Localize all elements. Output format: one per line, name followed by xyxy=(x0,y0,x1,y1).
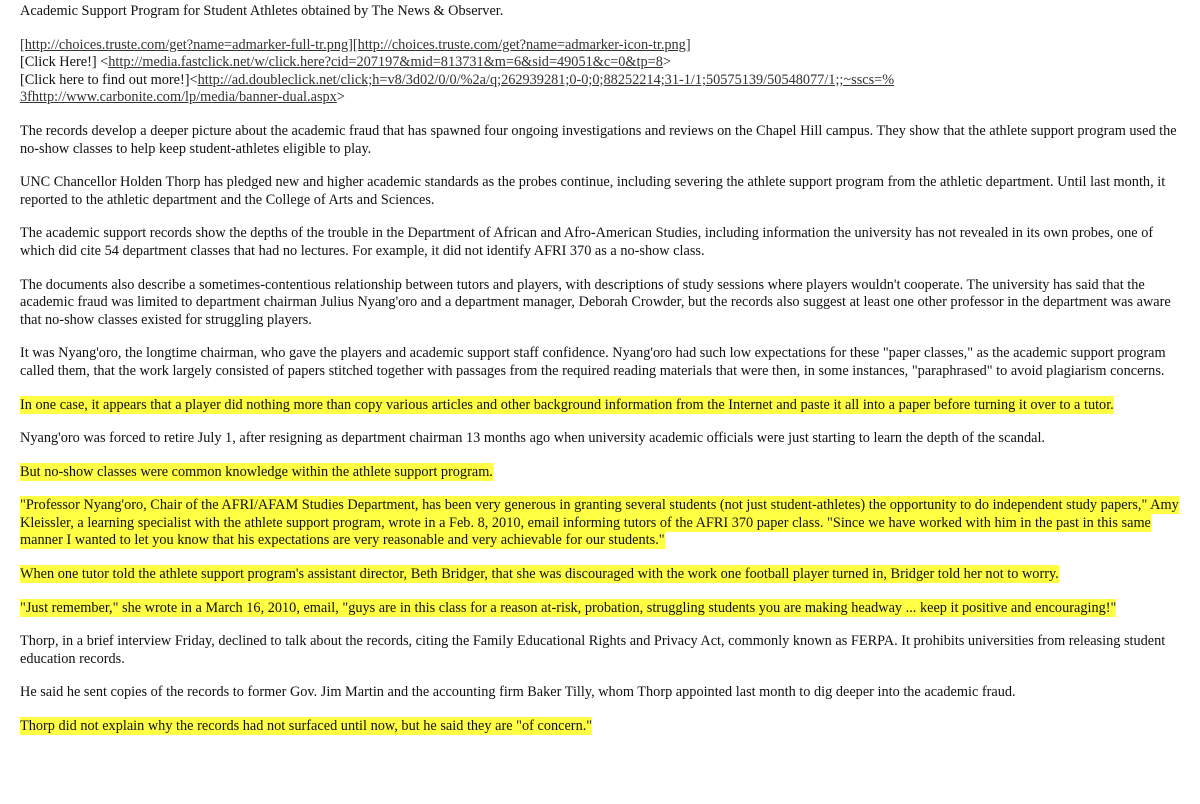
article-paragraph xyxy=(20,600,1180,618)
highlighted-text: "Professor Nyang'oro, Chair of the AFRI/AFAM Studies Department, has been very generous in granting several students (not just student-athletes) the opportunity to do independent study papers," Amy Kleissler, a learning specialist with the athlete support program, wrote in a Feb. 8, 2010, email informing tutors of the AFRI 370 paper class. "Since we have worked with him in the past in this same manner I wanted to let you know that his expectations are very reasonable and very achievable for our students." xyxy=(20,497,1179,549)
click-here-line xyxy=(20,54,1180,72)
highlighted-text: When one tutor told the athlete support program's assistant director, Beth Bridger, that she was discouraged with the work one football player turned in, Bridger told her not to worry. xyxy=(20,566,1059,583)
article-paragraph xyxy=(20,225,1180,260)
fastclick-link[interactable]: http://media.fastclick.net/w/click.here?cid=207197&mid=813731&m=6&sid=49051&c=0&tp=8 xyxy=(108,54,663,71)
paragraph-text: He said he sent copies of the records to former Gov. Jim Martin and the accounting firm Baker Tilly, whom Thorp appointed last month to dig deeper into the academic fraud. xyxy=(20,684,1016,701)
truste-full-link[interactable]: [http://choices.truste.com/get?name=admarker-full-tr.png] xyxy=(20,36,353,53)
ad-image-links xyxy=(20,37,1180,55)
find-out-line-continued xyxy=(20,89,1180,107)
article-paragraph xyxy=(20,566,1180,584)
article-paragraph xyxy=(20,684,1180,702)
close-bracket: > xyxy=(336,89,345,106)
carbonite-link[interactable]: 3fhttp://www.carbonite.com/lp/media/banner-dual.aspx xyxy=(20,89,337,106)
highlighted-text: In one case, it appears that a player did nothing more than copy various articles and other background information from the Internet and paste it all into a paper before turning it over to a tutor. xyxy=(20,396,1114,413)
paragraph-text: The documents also describe a sometimes-contentious relationship between tutors and players, with descriptions of study sessions where players wouldn't cooperate. The university has said that the academic fraud was limited to department chairman Julius Nyang'oro and a department manager, Deborah Crowder, but the records also suggest at least one other professor in the department was aware that no-show classes existed for struggling players. xyxy=(20,276,1171,328)
article-paragraph xyxy=(20,497,1180,550)
article-paragraph xyxy=(20,633,1180,668)
article-paragraph xyxy=(20,123,1180,158)
paragraph-text: UNC Chancellor Holden Thorp has pledged new and higher academic standards as the probes continue, including severing the athlete support program from the athletic department. Until last month, it reported to the athletic department and the College of Arts and Sciences. xyxy=(20,174,1166,208)
highlighted-text: But no-show classes were common knowledge within the athlete support program. xyxy=(20,463,493,480)
article-paragraph xyxy=(20,430,1180,448)
click-here-label: [Click Here!] < xyxy=(20,54,109,71)
article-paragraph xyxy=(20,397,1180,415)
article-paragraph xyxy=(20,345,1180,380)
article-paragraph xyxy=(20,174,1180,209)
article-paragraph xyxy=(20,464,1180,482)
article-paragraph xyxy=(20,277,1180,330)
article-body xyxy=(20,123,1180,736)
paragraph-text: The records develop a deeper picture about the academic fraud that has spawned four ongoing investigations and reviews on the Chapel Hill campus. They show that the athlete support program used the no-show classes to help keep student-athletes eligible to play. xyxy=(20,122,1177,157)
paragraph-text: It was Nyang'oro, the longtime chairman, who gave the players and academic support staff confidence. Nyang'oro had such low expectations for these "paper classes," as the academic support program called them, that the work largely consisted of papers stitched together with passages from the required reading materials that were then, in some instances, "paraphrased" to avoid plagiarism concerns. xyxy=(20,345,1166,379)
paragraph-text: Nyang'oro was forced to retire July 1, after resigning as department chairman 13 months ago when university academic officials were just starting to learn the depth of the scandal. xyxy=(20,430,1046,447)
find-out-label: [Click here to find out more!]< xyxy=(20,71,198,88)
highlighted-text: "Just remember," she wrote in a March 16, 2010, email, "guys are in this class for a reason at-risk, probation, struggling students you are making headway ... keep it positive and encouraging!" xyxy=(20,599,1117,616)
find-out-line xyxy=(20,72,1180,90)
intro-line: Academic Support Program for Student Athletes obtained by The News & Observer. xyxy=(20,3,504,19)
article-paragraph xyxy=(20,718,1180,736)
doubleclick-link[interactable]: http://ad.doubleclick.net/click;h=v8/3d02/0/0/%2a/q;262939281;0-0;0;88252214;31-1/1;50575139/50548077/1;;~sscs=% xyxy=(197,71,895,88)
paragraph-text: Thorp, in a brief interview Friday, declined to talk about the records, citing the Family Educational Rights and Privacy Act, commonly known as FERPA. It prohibits universities from releasing student education records. xyxy=(20,633,1166,667)
ad-links-block xyxy=(20,37,1180,107)
paragraph-text: The academic support records show the depths of the trouble in the Department of African and Afro-American Studies, including information the university has not revealed in its own probes, one of which did cite 54 department classes that had no lectures. For example, it did not identify AFRI 370 as a no-show class. xyxy=(20,225,1154,259)
close-bracket: > xyxy=(662,54,671,71)
truste-icon-link[interactable]: [http://choices.truste.com/get?name=admarker-icon-tr.png] xyxy=(352,36,691,53)
highlighted-text: Thorp did not explain why the records had not surfaced until now, but he said they are "of concern." xyxy=(20,718,593,735)
